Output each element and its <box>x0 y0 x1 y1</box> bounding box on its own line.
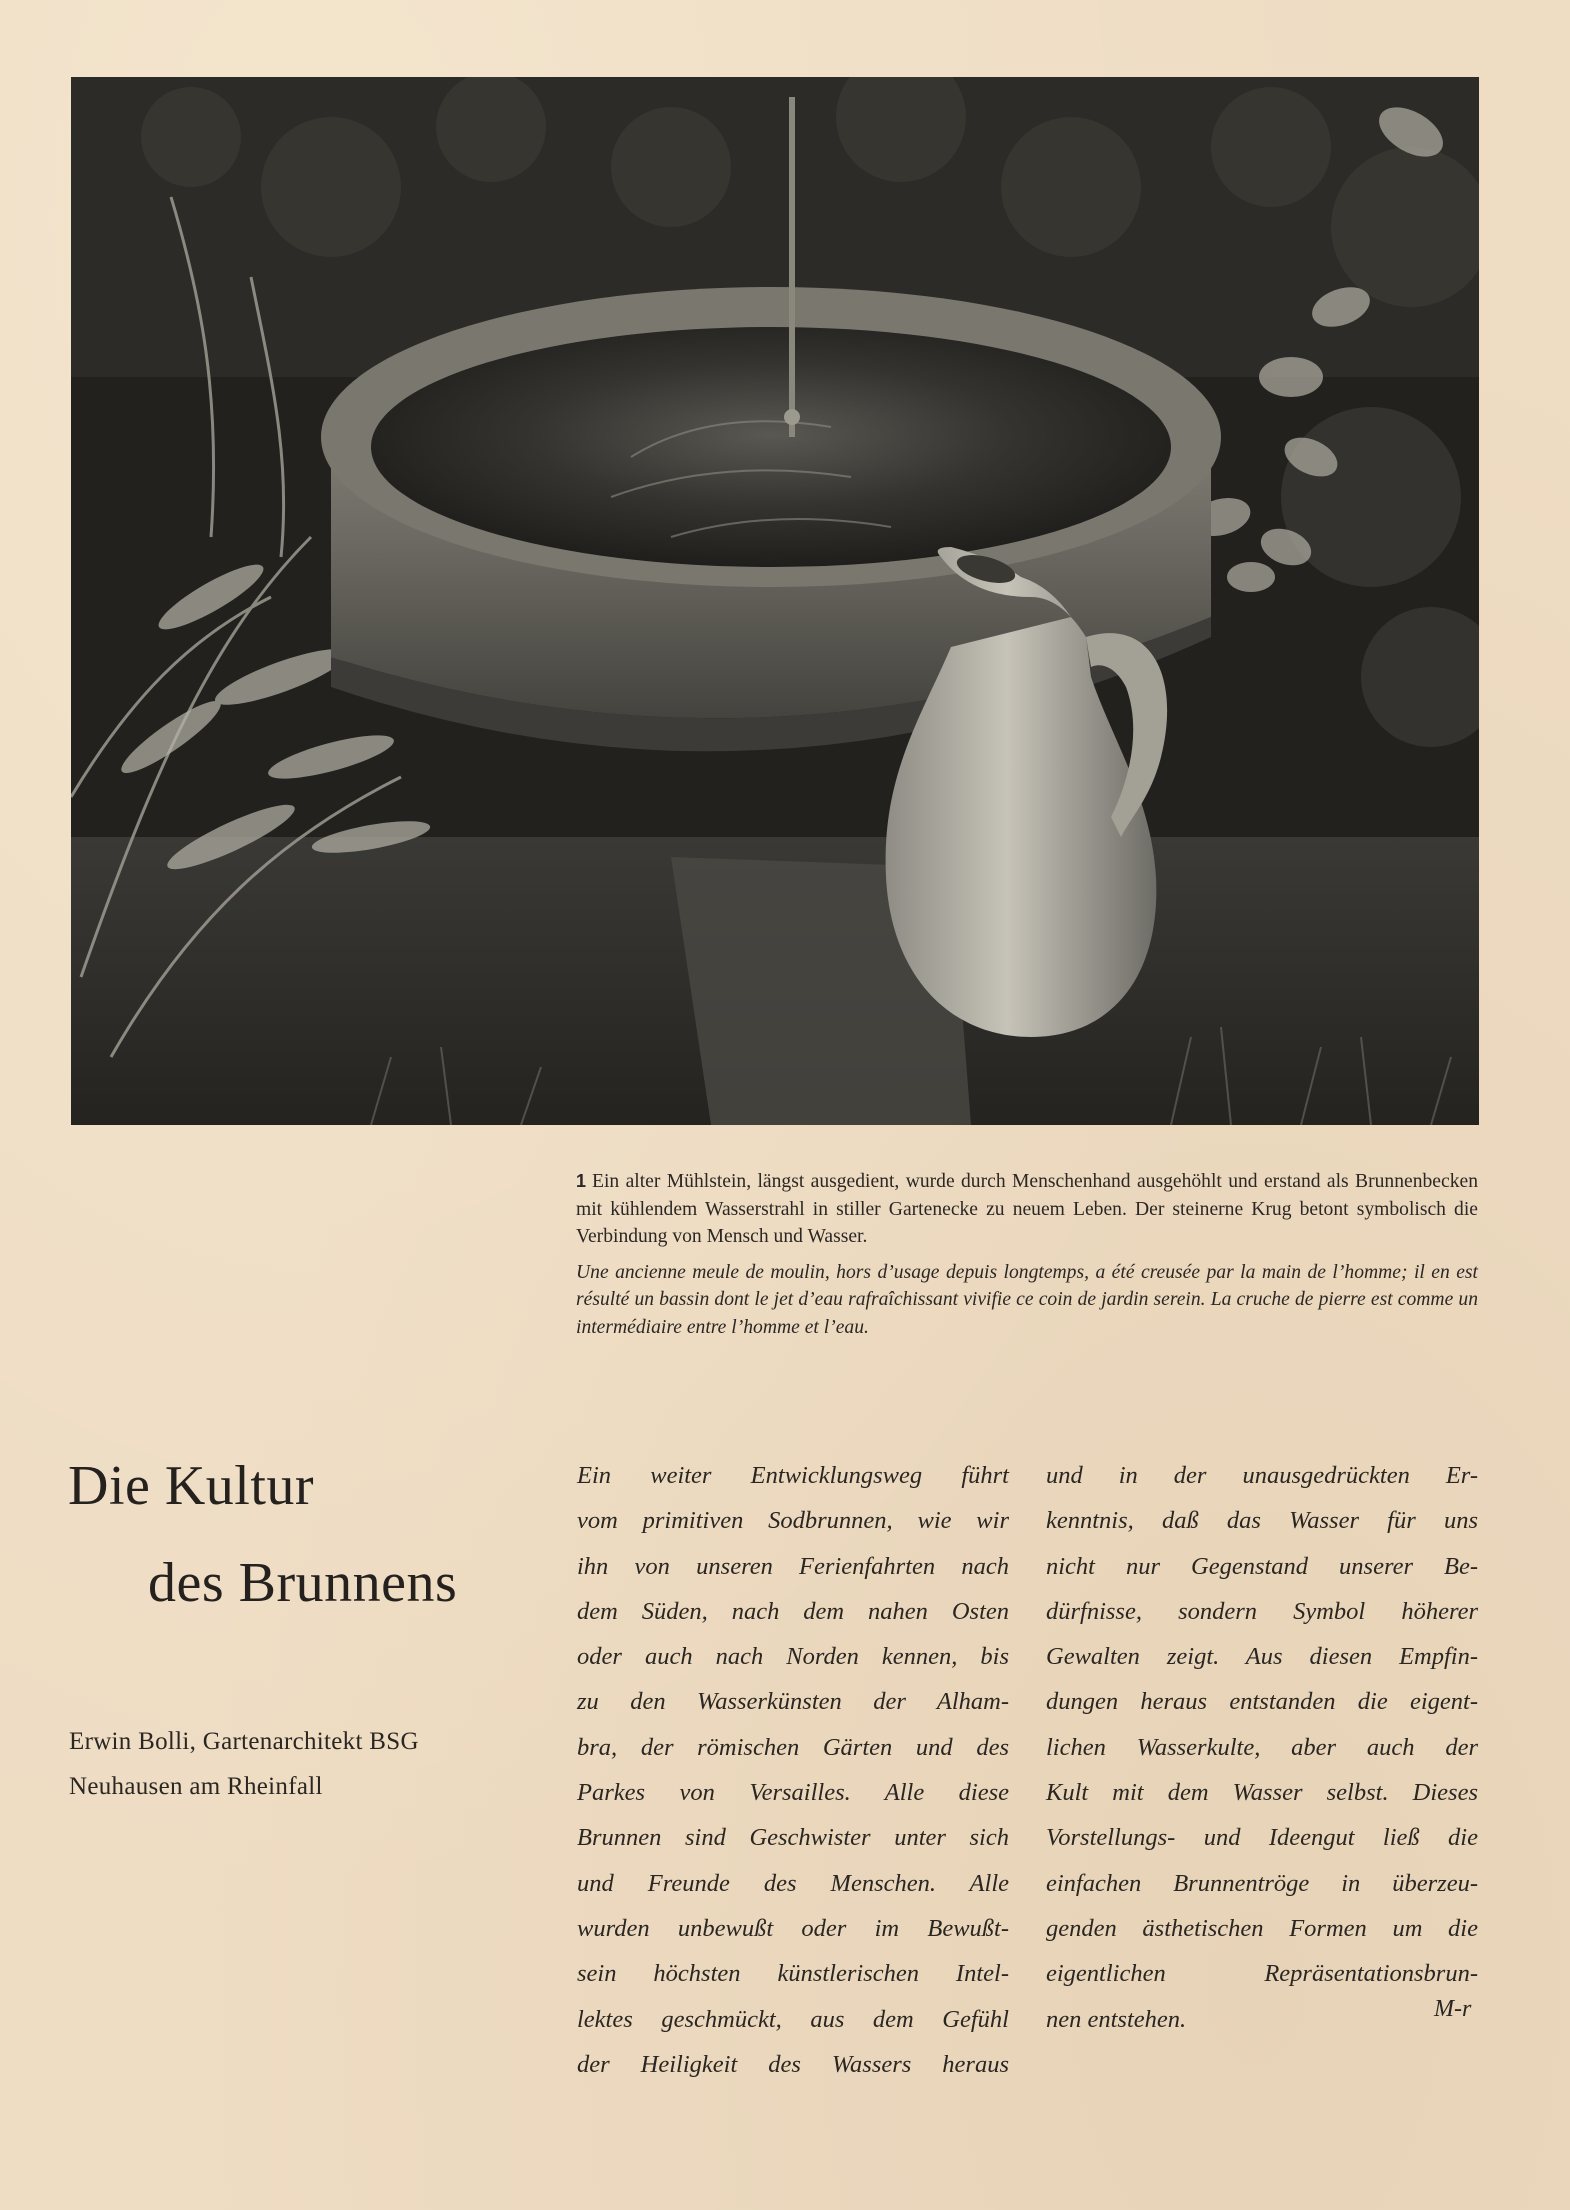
text-line: bra, der römischen Gärten und des <box>577 1733 1009 1761</box>
article-title-line-2: des Brunnens <box>148 1552 458 1614</box>
text-line: Kult mit dem Wasser selbst. Dieses <box>1046 1779 1478 1807</box>
figure-caption <box>576 1168 1478 1341</box>
caption-german <box>576 1168 1478 1251</box>
text-line: zu den Wasserkünsten der Alham- <box>577 1688 1009 1716</box>
text-line: lektes geschmückt, aus dem Gefühl <box>577 2005 1009 2033</box>
text-line: Parkes von Versailles. Alle diese <box>577 1779 1009 1807</box>
text-line: vom primitiven Sodbrunnen, wie wir <box>577 1507 1009 1535</box>
text-line: einfachen Brunnentröge in überzeu- <box>1046 1869 1478 1897</box>
text-line: kenntnis, daß das Wasser für uns <box>1046 1507 1478 1535</box>
text-line: Ein weiter Entwicklungsweg führt <box>577 1462 1009 1489</box>
caption-french: Une ancienne meule de moulin, hors d’usage depuis longtemps, a été creusée par la main de l’homme; il en est résulté un bassin dont le jet d’eau rafraîchissant vivifie ce coin de jardin serein. La cruche de pierre est comme un intermédiaire entre l’homme et l’eau. <box>576 1261 1478 1338</box>
text-line: und Freunde des Menschen. Alle <box>577 1869 1009 1897</box>
text-line: wurden unbewußt oder im Bewußt- <box>577 1914 1009 1942</box>
text-line: und in der unausgedrückten Er- <box>1046 1462 1478 1489</box>
author-name: Erwin Bolli, Gartenarchitekt BSG <box>69 1728 419 1755</box>
body-column-1 <box>577 1453 1009 2087</box>
text-line: genden ästhetischen Formen um die <box>1046 1914 1478 1942</box>
author-initials: M-r <box>1434 1996 1472 2022</box>
text-line: oder auch nach Norden kennen, bis <box>577 1643 1009 1671</box>
body-column-2 <box>1046 1453 1478 2042</box>
text-line: dungen heraus entstanden die eigent- <box>1046 1688 1478 1716</box>
text-line: Brunnen sind Geschwister unter sich <box>577 1824 1009 1852</box>
article-title-line-1: Die Kultur <box>68 1455 315 1517</box>
text-line: der Heiligkeit des Wassers heraus <box>577 2050 1009 2078</box>
text-line: dem Süden, nach dem nahen Osten <box>577 1597 1009 1625</box>
caption-german-text: Ein alter Mühlstein, längst ausgedient, wurde durch Menschenhand ausgehöhlt und erstand als Brunnenbecken mit kühlendem Wasserstrahl in stiller Gartenecke zu neuem Leben. Der steinerne Krug betont symbolisch die Verbindung von Mensch und Wasser. <box>576 1171 1478 1247</box>
caption-number: 1 <box>576 1171 587 1191</box>
text-line: Gewalten zeigt. Aus diesen Empfin- <box>1046 1643 1478 1671</box>
text-line: lichen Wasserkulte, aber auch der <box>1046 1733 1478 1761</box>
text-line: nen entstehen. <box>1046 2005 1187 2033</box>
author-location: Neuhausen am Rheinfall <box>69 1773 323 1800</box>
text-line: eigentlichen Repräsentationsbrun- <box>1046 1960 1478 1988</box>
text-line: sein höchsten künstlerischen Intel- <box>577 1960 1009 1988</box>
text-line: Vorstellungs- und Ideengut ließ die <box>1046 1824 1478 1852</box>
text-line: nicht nur Gegenstand unserer Be- <box>1046 1552 1478 1580</box>
text-line: ihn von unseren Ferienfahrten nach <box>577 1552 1009 1580</box>
text-line: dürfnisse, sondern Symbol höherer <box>1046 1597 1478 1625</box>
fountain-photo <box>71 77 1479 1125</box>
